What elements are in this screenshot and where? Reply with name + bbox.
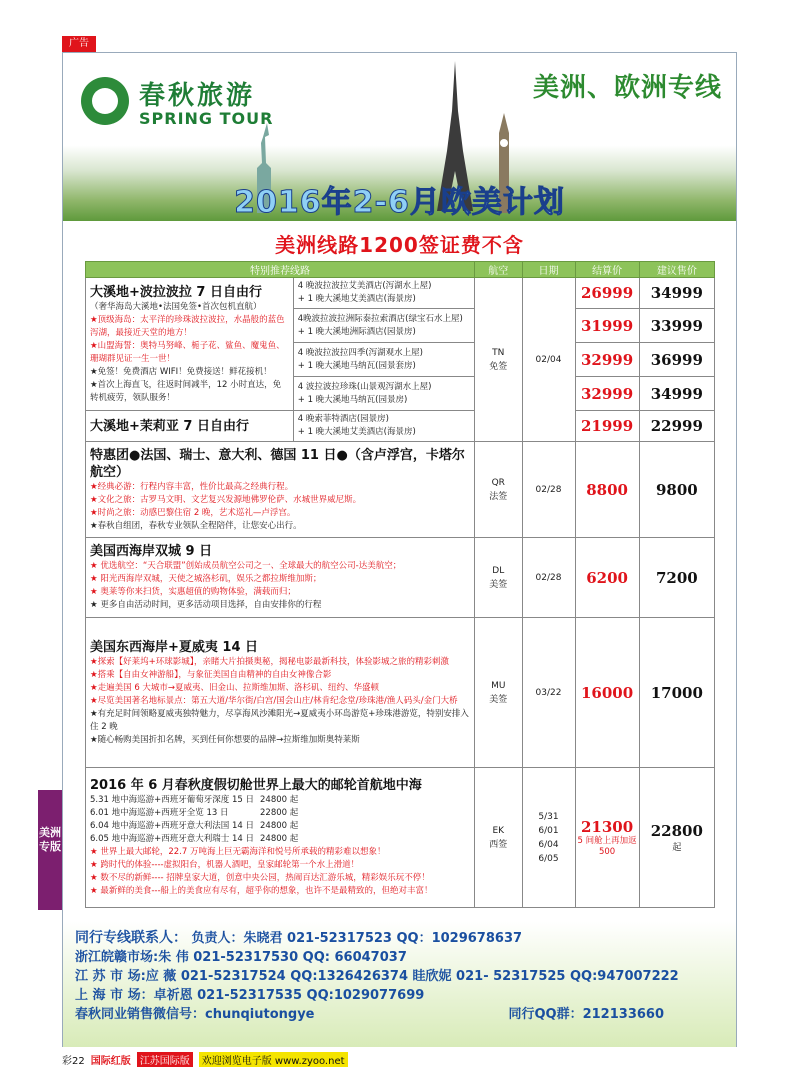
cruise-route: 6.01 地中海巡游+西班牙全览 13 日 <box>90 808 229 818</box>
hotel-line: + 1 晚大溪地洲际酒店(园景房) <box>297 326 416 337</box>
banner <box>63 53 736 221</box>
visa-type: 美签 <box>489 579 508 590</box>
s4-air <box>474 618 522 768</box>
s1-title: 大溪地+波拉波拉 7 日自由行 <box>90 284 262 300</box>
contact-head-label: 同行专线联系人： <box>75 930 187 946</box>
header-route: 特别推荐线路 <box>86 262 475 278</box>
footer-box: 江苏国际版 <box>137 1052 193 1067</box>
cruise-route: 5.31 地中海巡游+西班牙葡萄牙深度 15 日 <box>90 795 254 805</box>
s5-air <box>474 768 522 908</box>
s3-date: 02/28 <box>522 538 575 618</box>
s5-sug: 22800 <box>650 822 703 840</box>
s1-sug-5: 22999 <box>639 411 714 442</box>
cruise-row <box>90 820 470 833</box>
table-row <box>86 768 715 908</box>
contact-line-3: 上 海 市 场：卓祈恩 021-52317535 QQ:1029077699 <box>75 988 425 1003</box>
cruise-row <box>90 794 470 807</box>
s1-sug-2: 33999 <box>639 309 714 343</box>
s2-red-3: ★时尚之旅：动感巴黎住宿 2 晚，艺术巡礼—卢浮宫。 <box>90 507 296 518</box>
s1-hotel-3 <box>293 343 474 377</box>
contact-line-2: 江 苏 市 场:应 薇 021-52317524 QQ:1326426374 眭欣妮 021- 52317525 QQ:947007222 <box>75 969 679 984</box>
s1-price-5: 21999 <box>575 411 639 442</box>
visa-type: 西签 <box>489 839 508 850</box>
s1-red-2: ★山盟海誓：奥特马努峰、栀子花、鲨鱼、魔鬼鱼、珊瑚群见证一生一世！ <box>90 340 285 364</box>
s1-sug-3: 36999 <box>639 343 714 377</box>
s2-title: 特惠团●法国、瑞士、意大利、德国 11 日●（含卢浮宫，卡塔尔航空） <box>90 447 465 480</box>
s1-title2-cell <box>86 411 294 442</box>
cruise-route: 6.04 地中海巡游+西班牙意大利法国 14 日 <box>90 821 254 831</box>
s5-price-note: 5 间舱上再加返 500 <box>577 835 637 857</box>
s1-price-2: 31999 <box>575 309 639 343</box>
contact-head <box>75 929 724 948</box>
hotel-line: + 1 晚大溪地马纳瓦(园景套房) <box>297 360 416 371</box>
s2-price: 8800 <box>575 442 639 538</box>
s4-date: 03/22 <box>522 618 575 768</box>
s4-blk-1: ★有充足时间领略夏威夷独特魅力，尽享海风沙滩阳光→夏威夷小环岛游览+珍珠港游览，特别安排入住 2 晚 <box>90 708 469 732</box>
s2-desc <box>86 442 475 538</box>
s2-date: 02/28 <box>522 442 575 538</box>
header-date: 日期 <box>522 262 575 278</box>
s2-blk-1: ★春秋自组团，春秋专业领队全程陪伴，让您安心出行。 <box>90 520 302 531</box>
s1-desc <box>86 278 294 411</box>
plan-title: 2016年2-6月欧美计划 <box>234 185 565 220</box>
logo-mark-icon <box>81 77 129 125</box>
airline-code: EK <box>492 825 505 836</box>
s1-hotel-5 <box>293 411 474 442</box>
s1-price-1: 26999 <box>575 278 639 309</box>
s4-red-2: ★搭乘【自由女神游船】，与象征美国自由精神的自由女神像合影 <box>90 669 332 680</box>
s1-price-4: 32999 <box>575 377 639 411</box>
s1-air <box>474 278 522 442</box>
s4-title: 美国东西海岸+夏威夷 14 日 <box>90 639 259 655</box>
s1-red-1: ★顶级海岛：太平洋的珍珠波拉波拉，水晶般的蓝色泻湖，最接近天堂的地方！ <box>90 314 285 338</box>
subtitle: 美洲线路1200签证费不含 <box>275 233 524 257</box>
s3-red-2: ★ 阳光西海岸双城，天使之城洛杉矶，娱乐之都拉斯维加斯； <box>90 574 322 584</box>
side-tab: 美洲专版 <box>38 790 62 910</box>
s5-price-cell <box>575 768 639 908</box>
s1-price-3: 32999 <box>575 343 639 377</box>
table-row <box>86 538 715 618</box>
contact-line-1: 浙江皖赣市场:朱 伟 021-52317530 QQ: 66047037 <box>75 950 407 965</box>
header-suggest-price: 建议售价 <box>639 262 714 278</box>
table-header-row <box>86 262 715 278</box>
visa-type: 美签 <box>489 694 508 705</box>
s3-price: 6200 <box>575 538 639 618</box>
route-title: 美洲、欧洲专线 <box>532 73 722 103</box>
cruise-row <box>90 807 470 820</box>
s1-blk-1: ★免签！免费酒店 WIFI！免费接送！鲜花接机！ <box>90 366 272 377</box>
s4-sug: 17000 <box>639 618 714 768</box>
cruise-price: 24800 起 <box>260 834 299 844</box>
visa-type: 法签 <box>489 491 508 502</box>
hotel-line: 4 晚波拉波拉四季(泻湖观水上屋) <box>297 347 423 358</box>
contact-line-4 <box>75 1005 724 1024</box>
s2-sug: 9800 <box>639 442 714 538</box>
table-row <box>86 618 715 768</box>
hotel-line: 4 波拉波拉珍珠(山景观泻湖水上屋) <box>297 381 432 392</box>
header-airline: 航空 <box>474 262 522 278</box>
hotel-line: + 1 晚大溪地艾美酒店(海景房) <box>297 294 416 304</box>
s1-sug-1: 34999 <box>639 278 714 309</box>
ad-tag: 广告 <box>62 36 96 52</box>
s1-title2: 大溪地+茉莉亚 7 日自由行 <box>90 418 249 434</box>
s1-blk-2: ★首次上海直飞，往返时间减半，12 小时直达，免转机疲劳，领队服务！ <box>90 379 282 403</box>
visa-type: 免签 <box>489 361 508 372</box>
s1-date: 02/04 <box>522 278 575 442</box>
s1-hotel-2 <box>293 309 474 343</box>
cruise-date: 6/04 <box>538 839 559 850</box>
s3-title: 美国西海岸双城 9 日 <box>90 544 213 559</box>
airline-code: DL <box>492 565 505 576</box>
s2-air <box>474 442 522 538</box>
s4-blk-2: ★随心畅购美国折扣名牌，买到任何你想要的品牌→拉斯维加斯奥特莱斯 <box>90 734 360 745</box>
s2-red-1: ★经典必游：行程内容丰富，性价比最高之经典行程。 <box>90 481 294 492</box>
contact-qq-group: 同行QQ群：212133660 <box>508 1007 664 1022</box>
footer <box>62 1052 348 1067</box>
cruise-date: 6/01 <box>538 825 559 836</box>
contact-head-rest: 负责人：朱晓君 021-52317523 QQ：1029678637 <box>191 931 523 946</box>
cruise-price: 24800 起 <box>260 821 299 831</box>
s5-title: 2016 年 6 月春秋度假切舱世界上最大的邮轮首航地中海 <box>90 778 422 793</box>
table-row <box>86 411 715 442</box>
s4-red-1: ★探索【好莱坞+环球影城】，亲睹大片拍摄奥秘，揭秘电影最新科技，体验影城之旅的精彩刺激 <box>90 656 449 667</box>
s5-sug-note: 起 <box>672 843 682 853</box>
hotel-line: 4 晚波拉波拉艾美酒店(泻湖水上屋) <box>297 281 432 291</box>
s3-blk-1: ★ 更多自由活动时间，更多活动项目选择，自由安排你的行程 <box>90 600 322 610</box>
logo-cn: 春秋旅游 <box>139 81 256 111</box>
hotel-line: + 1 晚大溪地艾美酒店(海景房) <box>297 427 416 437</box>
logo-en: SPRING TOUR <box>139 109 274 128</box>
s5-red-3: ★ 数不尽的新鲜---- 招牌皇家大道，创意中央公园，热闹百达汇游乐城，精彩娱乐玩不停！ <box>90 873 430 883</box>
s4-desc <box>86 618 475 768</box>
page <box>62 52 737 1047</box>
s4-price: 16000 <box>575 618 639 768</box>
route-table <box>85 261 715 908</box>
s5-red-1: ★ 世界上最大邮轮，22.7 万吨海上巨无霸海洋和悦号所承载的精彩难以想象！ <box>90 847 386 857</box>
footer-edition: 国际红版 <box>90 1056 131 1067</box>
s3-red-3: ★ 奥莱等你来扫货，实惠超值的购物体验，满载而归； <box>90 587 296 597</box>
table-row <box>86 278 715 309</box>
s2-red-2: ★文化之旅：古罗马文明、文艺复兴发源地佛罗伦萨、水城世界威尼斯。 <box>90 494 362 505</box>
table-row <box>86 442 715 538</box>
contact-block <box>63 921 736 1047</box>
s1-note: （奢华海岛大溪地•法国免签•首次包机直航） <box>90 301 262 312</box>
airline-code: MU <box>491 680 506 691</box>
s5-price: 21300 <box>581 817 634 836</box>
cruise-route: 6.05 地中海巡游+西班牙意大利瑞士 14 日 <box>90 834 254 844</box>
s5-red-2: ★ 跨时代的体验----虚拟阳台，机器人酒吧，皇家邮轮第一个水上滑道！ <box>90 860 360 870</box>
cruise-date: 5/31 <box>538 811 559 822</box>
s3-desc <box>86 538 475 618</box>
s1-hotel-4 <box>293 377 474 411</box>
s4-red-4: ★尽览美国著名地标景点：第五大道/华尔街/白宫/国会山庄/林肯纪念堂/珍珠港/渔人码头/金门大桥 <box>90 695 458 706</box>
s5-red-4: ★ 最新鲜的美食---船上的美食应有尽有，超乎你的想象，也许不是最精致的，但绝对丰富！ <box>90 886 433 896</box>
hotel-line: 4晚波拉波拉洲际泰拉索酒店(绿宝石水上屋) <box>297 313 463 324</box>
footer-link[interactable]: 欢迎浏览电子版 www.zyoo.net <box>199 1052 348 1067</box>
s3-sug: 7200 <box>639 538 714 618</box>
hotel-line: + 1 晚大溪地马纳瓦(园景房) <box>297 394 408 405</box>
s1-hotel-1 <box>293 278 474 309</box>
contact-wechat: 春秋同业销售微信号：chunqiutongye <box>75 1007 315 1022</box>
hotel-line: 4 晚索菲特酒店(园景房) <box>297 414 389 424</box>
footer-page: 彩22 <box>62 1056 85 1067</box>
cruise-row <box>90 833 470 846</box>
s3-air <box>474 538 522 618</box>
s5-sug-cell <box>639 768 714 908</box>
s5-dates <box>522 768 575 908</box>
s5-desc <box>86 768 475 908</box>
s4-red-3: ★走遍美国 6 大城市→夏威夷、旧金山、拉斯维加斯、洛杉矶、纽约、华盛顿 <box>90 682 380 693</box>
s3-red-1: ★ 优选航空：“天合联盟”创始成员航空公司之一、全球最大的航空公司-达美航空； <box>90 561 402 571</box>
cruise-date: 6/05 <box>538 853 559 864</box>
s1-sug-4: 34999 <box>639 377 714 411</box>
airline-code: QR <box>491 477 505 488</box>
airline-code: TN <box>492 347 505 358</box>
cruise-price: 22800 起 <box>260 808 299 818</box>
header-settle-price: 结算价 <box>575 262 639 278</box>
cruise-price: 24800 起 <box>260 795 299 805</box>
